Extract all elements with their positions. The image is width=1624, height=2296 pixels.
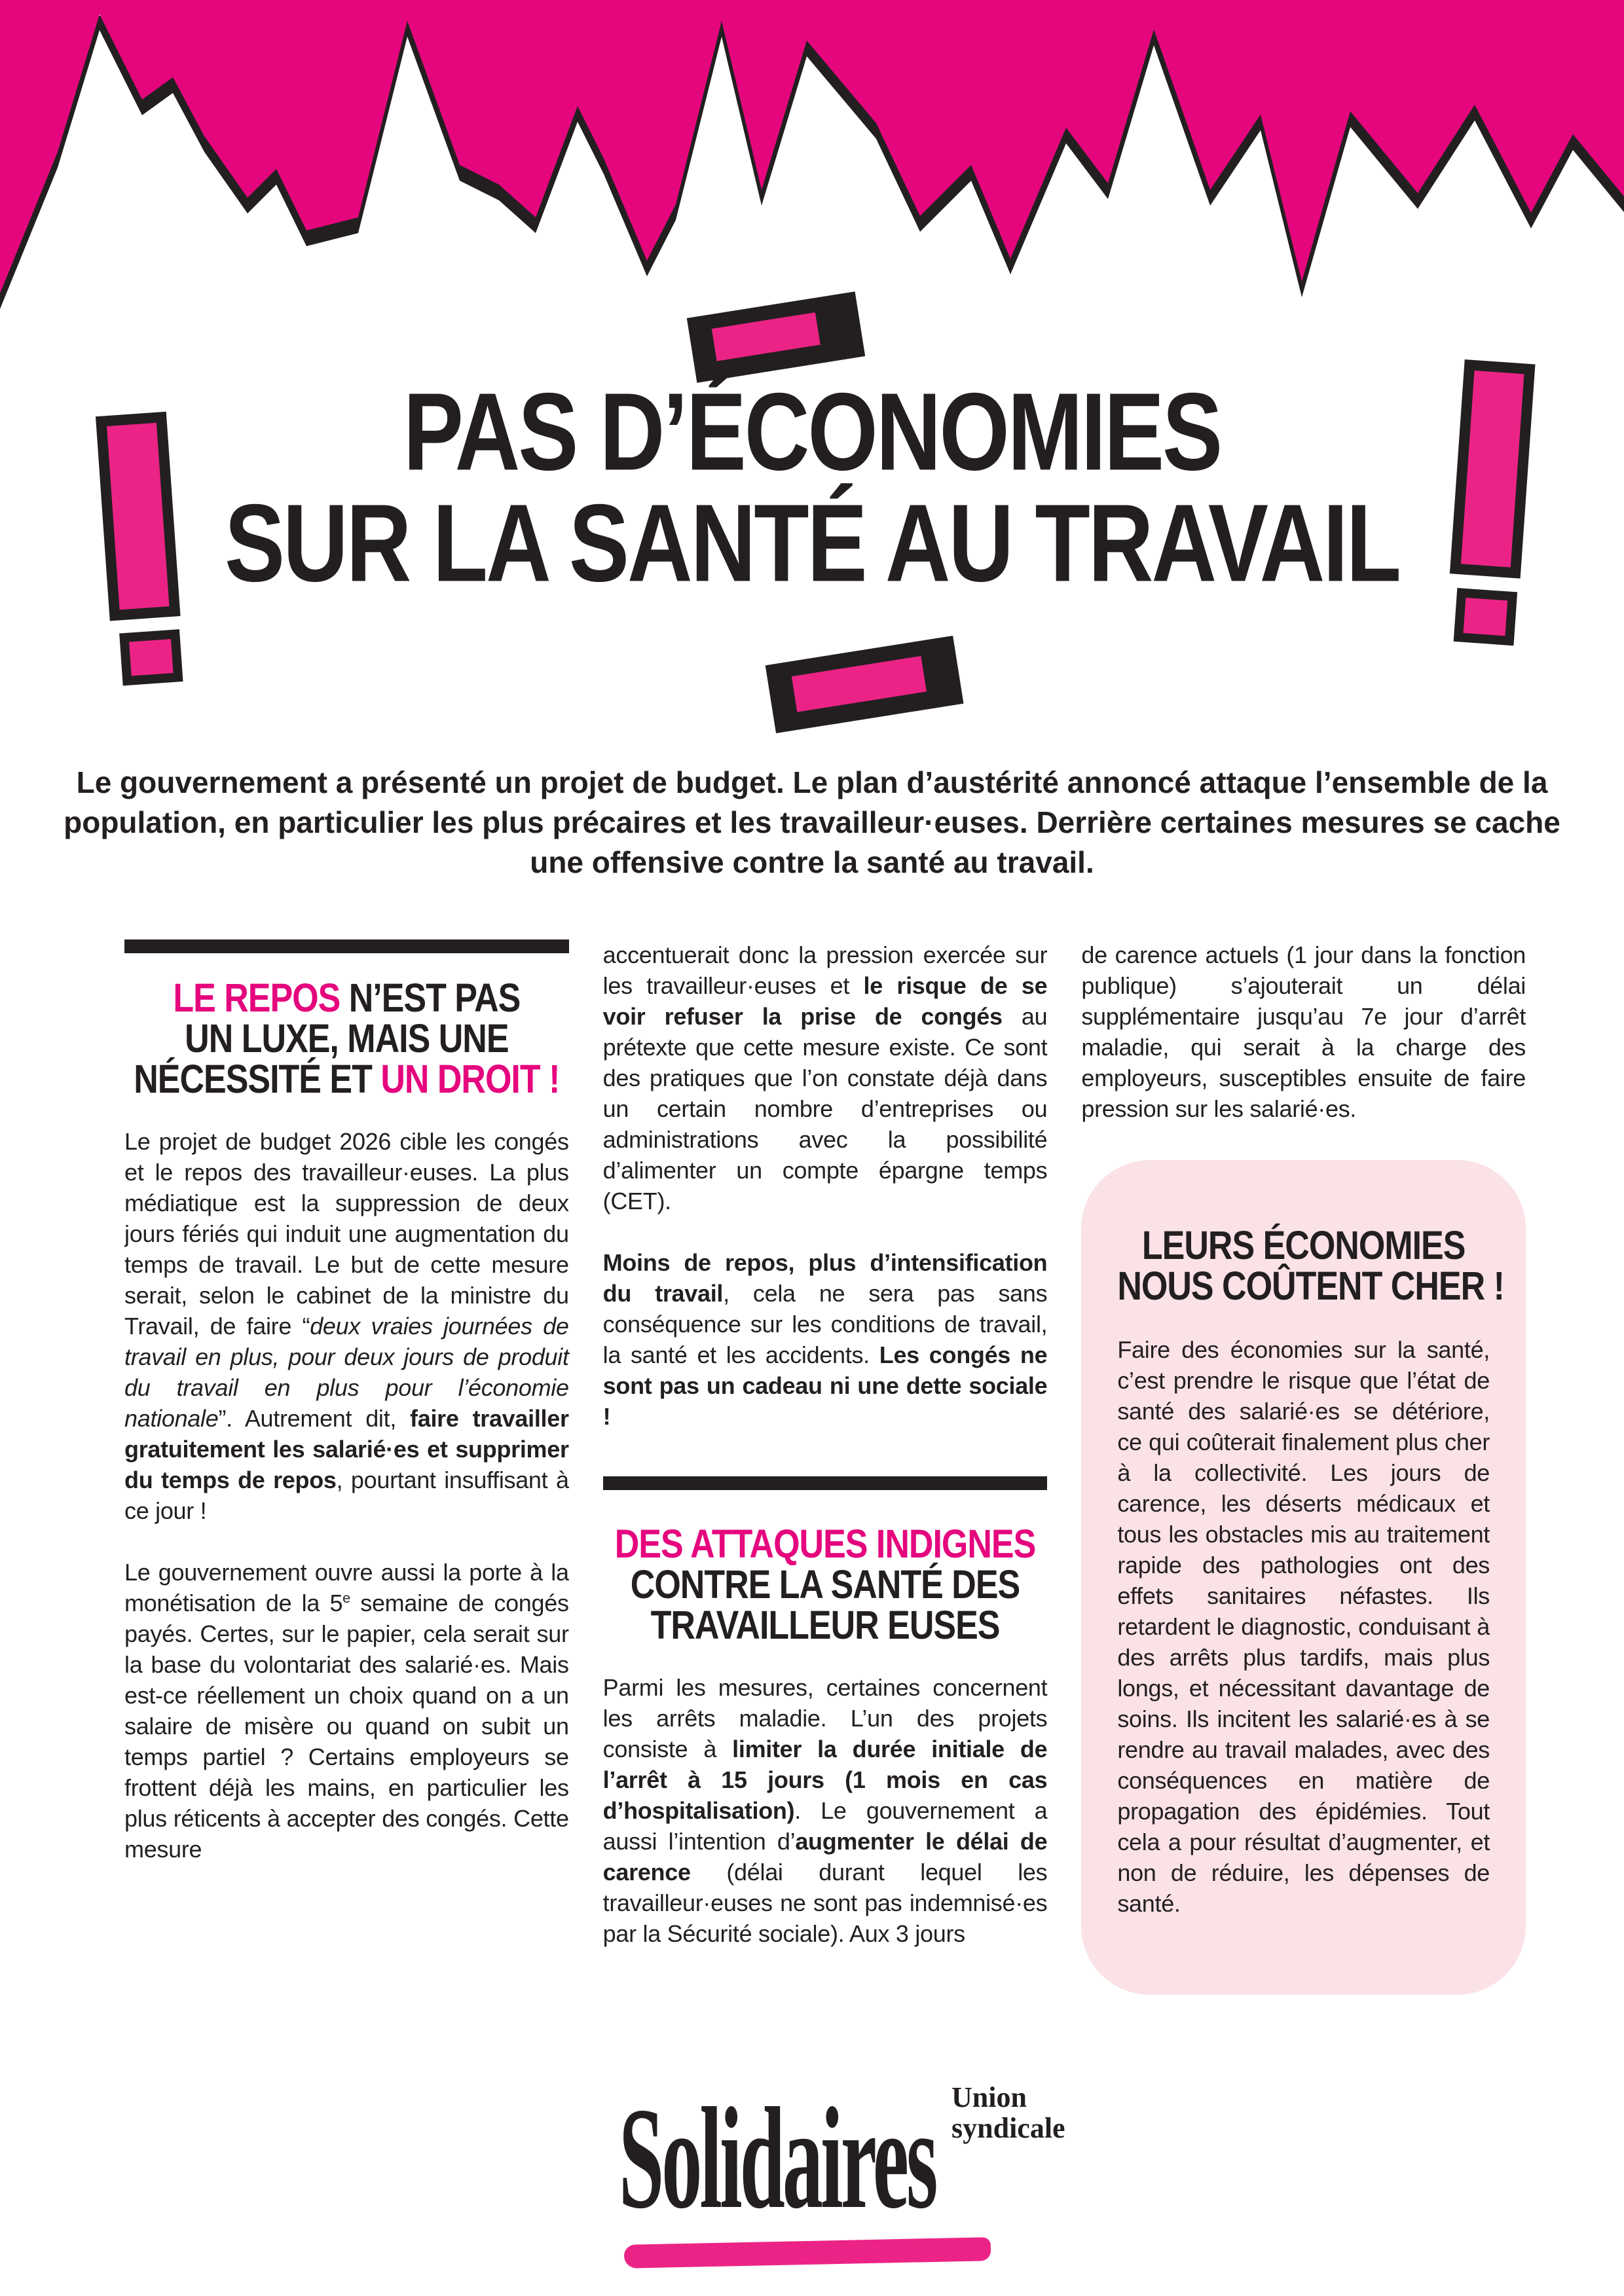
logo-brush-underline-icon [624,2237,991,2269]
section-heading-repos [124,975,569,1102]
body-paragraph: Moins de repos, plus d’intensification du travail, cela ne sera pas sans conséquence sur les conditions de travail, la santé et les accidents. Les congés ne sont pas un cadeau ni une dette sociale ! [602,1249,1048,1430]
solidaires-logo [619,2078,1116,2278]
page-title-line2: SUR LA SANTÉ AU TRAVAIL [225,482,1399,605]
heading-line: UN LUXE, MAIS UNE [185,1016,509,1062]
heading-line: NOUS COÛTENT CHER ! [1117,1264,1504,1309]
logo-union-line2: syndicale [951,2112,1065,2144]
body-paragraph: Le gouvernement ouvre aussi la porte à la monétisation de la 5e semaine de congés payés. Certes, sur le papier, cela serait sur la base du volontariat des salarié·es. Mais est-ce réellement un choix quand on a un salaire de misère ou quand on subit un temps partiel ? Certains employeurs se frottent déjà les mains, en particulier les plus réticents à accepter des congés. Cette mesure [124,1559,569,1863]
highlight-box [1081,1160,1526,1995]
column1-top-rule [124,939,569,953]
body-paragraph: accentuerait donc la pression exercée sur les travailleur·euses et le risque de se voir refuser la prise de congés au prétexte que cette mesure existe. Ce sont des pratiques que l’on constate déjà dans un certain nombre d’entreprises ou administrations avec la possibilité d’alimenter un compte épargne temps (CET). [602,941,1048,1214]
intro-paragraph: Le gouvernement a présenté un projet de budget. Le plan d’austérité annoncé attaque l’ensemble de la population, en particulier les plus précaires et les travailleur·euses. Derrière certaines mesures se cache une offensive contre la santé au travail. [64,765,1560,879]
body-paragraph: Le projet de budget 2026 cible les congés et le repos des travailleur·euses. La plus médiatique est la suppression de deux jours fériés qui induit une augmentation du temps de travail. Le but de cette mesure serait, selon le cabinet de la ministre du Travail, de faire “deux vraies journées de travail en plus, pour deux jours de produit du travail en plus pour l’économie nationale”. Autrement dit, faire travailler gratuitement les salarié·es et supprimer du temps de repos, pourtant insuffisant à ce jour ! [124,1128,569,1524]
logo-union-syndicale [951,2082,1065,2143]
logo-wordmark: Solidaires [619,2078,936,2239]
heading-line: CONTRE LA SANTÉ DES [630,1562,1020,1608]
body-paragraph: de carence actuels (1 jour dans la fonction publique) s’ajouterait un délai supplémentaire jusqu’au 7e jour d’arrêt maladie, qui serait à la charge des employeurs, susceptibles ensuite de faire pression sur les salarié·es. [1081,941,1526,1122]
heading-line: TRAVAILLEUR EUSES [650,1603,1000,1649]
body-paragraph: Parmi les mesures, certaines concernent les arrêts maladie. L’un des projets consiste à limiter la durée initiale de l’arrêt à 15 jours (1 mois en cas d’hospitalisation). Le gouvernement a aussi l’intention d’augmenter le délai de carence (délai durant lequel les travailleur·euses ne sont pas indemnisé·es par la Sécurité sociale). Aux 3 jours [602,1674,1048,1947]
box-heading-economies [1117,1223,1504,1309]
page-title-line1: PAS D’ÉCONOMIES [403,371,1221,494]
section-heading-attaques [603,1522,1048,1649]
column-2 [603,939,1048,2082]
dash-bottom-icon [766,636,964,733]
page-title [0,371,1624,605]
body-paragraph: Faire des économies sur la santé, c’est prendre le risque que l’état de santé des salarié·es se détériore, ce qui coûterait finalement plus cher à la collectivité. Les jours de carence, les déserts médicaux et tous les obstacles mis au traitement rapide des pathologies ont des effets sanitaires néfastes. Ils retardent le diagnostic, conduisant à des arrêts plus tardifs, mais plus longs, et nécessitant davantage de soins. Ils incitent les salarié·es à se rendre au travail malades, avec des conséquences en matière de propagation des épidémies. Tout cela a pour résultat d’augmenter, et non de réduire, les dépenses de santé. [1117,1336,1490,1917]
column-3 [1081,939,1526,2082]
heading-line: LEURS ÉCONOMIES [1141,1223,1466,1269]
column2-divider-rule [603,1476,1048,1490]
article-columns [124,939,1526,2082]
heading-line: LE REPOS N’EST PAS [173,975,521,1021]
heading-line: DES ATTAQUES INDIGNES [614,1522,1036,1567]
heading-line: NÉCESSITÉ ET UN DROIT ! [134,1057,560,1102]
logo-union-line1: Union [951,2081,1027,2113]
column-1 [124,939,569,2082]
